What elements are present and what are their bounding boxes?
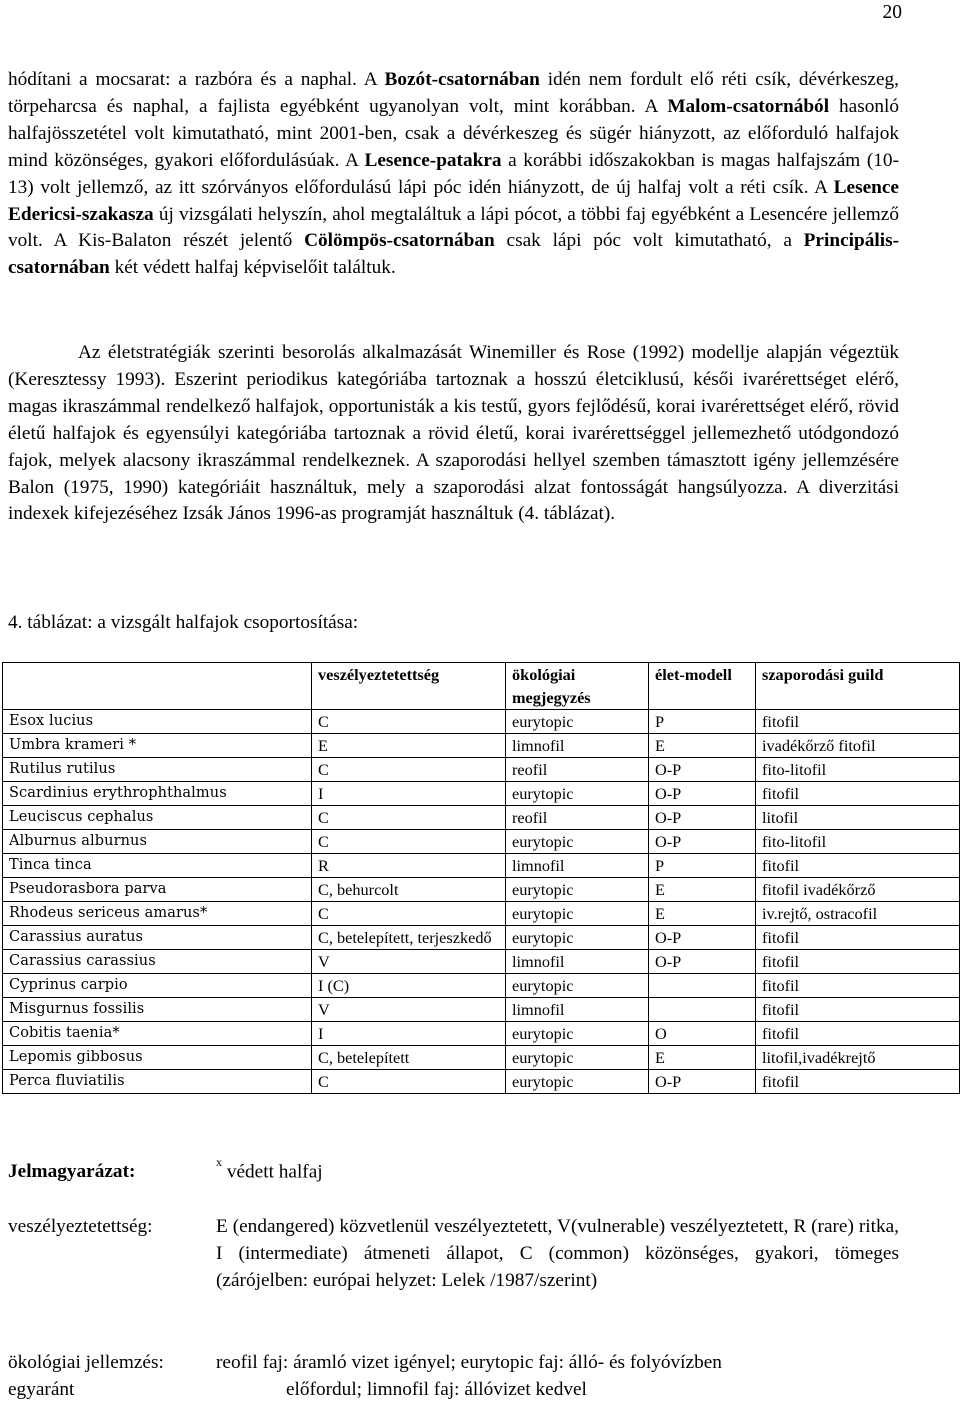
- cell-life-model: O-P: [649, 758, 756, 782]
- cell-threat: E: [312, 734, 506, 758]
- cell-threat: C: [312, 1070, 506, 1094]
- cell-threat: I (C): [312, 974, 506, 998]
- legend-threat-label: veszélyeztetettség:: [8, 1216, 153, 1237]
- cell-life-model: O-P: [649, 806, 756, 830]
- cell-species: Cobitis taenia*: [3, 1022, 312, 1046]
- cell-life-model: [649, 974, 756, 998]
- cell-guild: fitofil: [756, 926, 960, 950]
- protected-mark: x: [216, 1155, 222, 1169]
- cell-threat: R: [312, 854, 506, 878]
- table-caption: 4. táblázat: a vizsgált halfajok csoportosítása:: [8, 612, 359, 633]
- cell-threat: V: [312, 950, 506, 974]
- cell-threat: C: [312, 830, 506, 854]
- cell-species: Carassius auratus: [3, 926, 312, 950]
- cell-species: Carassius carassius: [3, 950, 312, 974]
- cell-species: Misgurnus fossilis: [3, 998, 312, 1022]
- table-row: [3, 1070, 960, 1094]
- cell-life-model: [649, 998, 756, 1022]
- table-row: [3, 830, 960, 854]
- legend-threat-text: E (endangered) közvetlenül veszélyeztetett, V(vulnerable) veszélyeztetett, R (rare) ritka, I (intermediate) átmeneti állapot, C (common) közönséges, gyakori, tömeges (zárójelben: európai helyzet: Lelek /1987/szerint): [216, 1216, 899, 1291]
- cell-life-model: O-P: [649, 926, 756, 950]
- cell-life-model: P: [649, 710, 756, 734]
- table-row: [3, 950, 960, 974]
- cell-life-model: O-P: [649, 782, 756, 806]
- cell-ecology: eurytopic: [506, 974, 649, 998]
- legend-heading: Jelmagyarázat:: [8, 1161, 136, 1182]
- cell-threat: C, betelepített, terjeszkedő: [312, 926, 506, 950]
- cell-guild: fito-litofil: [756, 830, 960, 854]
- cell-life-model: O-P: [649, 950, 756, 974]
- cell-guild: fitofil: [756, 950, 960, 974]
- header-ecology: ökológiai megjegyzés: [506, 663, 649, 710]
- cell-species: Rhodeus sericeus amarus*: [3, 902, 312, 926]
- table-row: [3, 1046, 960, 1070]
- cell-guild: fitofil: [756, 782, 960, 806]
- table-row: [3, 854, 960, 878]
- cell-ecology: eurytopic: [506, 926, 649, 950]
- cell-species: Pseudorasbora parva: [3, 878, 312, 902]
- legend-eco-text: reofil faj: áramló vizet igényel; eurytopic faj: álló- és folyóvízben: [216, 1352, 722, 1373]
- cell-guild: fitofil: [756, 974, 960, 998]
- header-species: [3, 663, 312, 710]
- cell-ecology: eurytopic: [506, 878, 649, 902]
- cell-guild: fitofil: [756, 998, 960, 1022]
- cell-ecology: limnofil: [506, 950, 649, 974]
- cell-species: Cyprinus carpio: [3, 974, 312, 998]
- cell-guild: fitofil ivadékőrző: [756, 878, 960, 902]
- page-number: 20: [882, 2, 902, 23]
- table-row: [3, 1022, 960, 1046]
- cell-species: Alburnus alburnus: [3, 830, 312, 854]
- cell-ecology: eurytopic: [506, 710, 649, 734]
- cell-life-model: E: [649, 902, 756, 926]
- cell-guild: fitofil: [756, 710, 960, 734]
- cell-ecology: eurytopic: [506, 1046, 649, 1070]
- table-header-row: [3, 663, 960, 710]
- cell-ecology: reofil: [506, 758, 649, 782]
- cell-life-model: O: [649, 1022, 756, 1046]
- cell-life-model: E: [649, 878, 756, 902]
- cell-species: Rutilus rutilus: [3, 758, 312, 782]
- cell-guild: fitofil: [756, 854, 960, 878]
- cell-ecology: eurytopic: [506, 830, 649, 854]
- table-row: [3, 758, 960, 782]
- cell-life-model: P: [649, 854, 756, 878]
- header-life-model: élet-modell: [649, 663, 756, 710]
- paragraph-1: hódítani a mocsarat: a razbóra és a naphal. A Bozót-csatornában idén nem fordult elő réti csík, dévérkeszeg, törpeharcsa és naphal, a fajlista egyébként ugyanolyan volt, mint korábban. A Malom-csatornából hasonló halfajösszetétel volt kimutatható, mint 2001-ben, csak a dévérkeszeg és sügér hiányzott, az előforduló halfajok mind közönséges, gyakori előfordulásúak. A Lesence-patakra a korábbi időszakokban is magas halfajszám (10-13) volt jellemző, az itt szórványos előfordulású lápi póc idén hiányzott, de új halfaj volt a réti csík. A Lesence Edericsi-szakasza új vizsgálati helyszín, ahol megtaláltuk a lápi pócot, a többi faj egyébként a Lesencére jellemző volt. A Kis-Balaton részét jelentő Cölömpös-csatornában csak lápi póc volt kimutatható, a Principális-csatornában két védett halfaj képviselőit találtuk.: [8, 69, 899, 279]
- cell-life-model: E: [649, 734, 756, 758]
- cell-species: Scardinius erythrophthalmus: [3, 782, 312, 806]
- cell-ecology: eurytopic: [506, 1022, 649, 1046]
- cell-threat: C: [312, 758, 506, 782]
- cell-ecology: eurytopic: [506, 902, 649, 926]
- cell-threat: I: [312, 782, 506, 806]
- cell-threat: C, behurcolt: [312, 878, 506, 902]
- cell-ecology: reofil: [506, 806, 649, 830]
- cell-ecology: eurytopic: [506, 1070, 649, 1094]
- header-threat: veszélyeztetettség: [312, 663, 506, 710]
- paragraph-2: Az életstratégiák szerinti besorolás alkalmazását Winemiller és Rose (1992) modellje alapján végeztük (Keresztessy 1993). Eszerint periodikus kategóriába tartoznak a hosszú életciklusú, késői ivarérettséget elérő, magas ikraszámmal rendelkező halfajok, opportunisták a kis testű, gyors fejlődésű, korai ivarérettséget elérő, rövid életű halfajok és egyensúlyi kategóriába tartoznak a rövid életű, korai ivarérettséggel jellemezhető utódgondozó fajok, melyek alacsony ikraszámmal rendelkeznek. A szaporodási hellyel szemben támasztott igény jellemzésére Balon (1975, 1990) kategóriáit használtuk, mely a szaporodási alzat fontosságát hangsúlyozza. A diverzitási indexek kifejezéséhez Izsák János 1996-as programját használtuk (4. táblázat).: [8, 342, 899, 525]
- cell-guild: iv.rejtő, ostracofil: [756, 902, 960, 926]
- table-row: [3, 998, 960, 1022]
- table-row: [3, 926, 960, 950]
- cell-guild: litofil: [756, 806, 960, 830]
- cell-ecology: eurytopic: [506, 782, 649, 806]
- legend-eco-text-2: előfordul; limnofil faj: állóvizet kedvel: [286, 1379, 587, 1400]
- cell-threat: I: [312, 1022, 506, 1046]
- protected-text: védett halfaj: [222, 1161, 323, 1183]
- cell-guild: ivadékőrző fitofil: [756, 734, 960, 758]
- cell-ecology: limnofil: [506, 734, 649, 758]
- table-row: [3, 734, 960, 758]
- cell-life-model: O-P: [649, 830, 756, 854]
- table-row: [3, 710, 960, 734]
- cell-guild: fitofil: [756, 1070, 960, 1094]
- cell-species: Esox lucius: [3, 710, 312, 734]
- cell-species: Perca fluviatilis: [3, 1070, 312, 1094]
- species-table: [2, 662, 960, 1094]
- cell-ecology: limnofil: [506, 998, 649, 1022]
- cell-guild: litofil,ivadékrejtő: [756, 1046, 960, 1070]
- legend-eco-label-2: egyaránt: [8, 1379, 75, 1400]
- cell-guild: fito-litofil: [756, 758, 960, 782]
- header-guild: szaporodási guild: [756, 663, 960, 710]
- cell-threat: C, betelepített: [312, 1046, 506, 1070]
- table-row: [3, 878, 960, 902]
- cell-species: Lepomis gibbosus: [3, 1046, 312, 1070]
- cell-ecology: limnofil: [506, 854, 649, 878]
- cell-threat: C: [312, 806, 506, 830]
- legend-eco-label: ökológiai jellemzés:: [8, 1352, 164, 1373]
- cell-species: Umbra krameri *: [3, 734, 312, 758]
- cell-guild: fitofil: [756, 1022, 960, 1046]
- cell-species: Leuciscus cephalus: [3, 806, 312, 830]
- table-row: [3, 806, 960, 830]
- legend-protected: [216, 1153, 323, 1185]
- table-row: [3, 902, 960, 926]
- cell-threat: C: [312, 902, 506, 926]
- cell-life-model: E: [649, 1046, 756, 1070]
- cell-threat: C: [312, 710, 506, 734]
- table-row: [3, 974, 960, 998]
- cell-threat: V: [312, 998, 506, 1022]
- cell-species: Tinca tinca: [3, 854, 312, 878]
- table-row: [3, 782, 960, 806]
- cell-life-model: O-P: [649, 1070, 756, 1094]
